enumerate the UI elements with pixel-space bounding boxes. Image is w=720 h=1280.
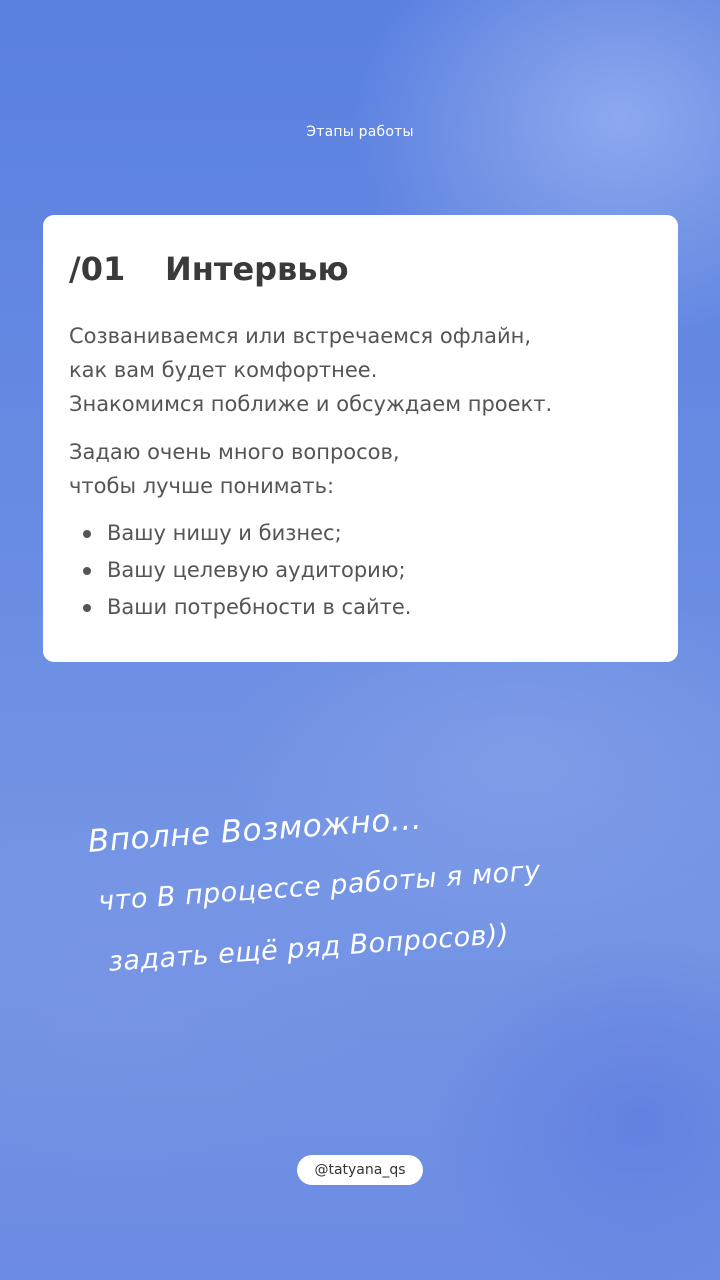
questions-paragraph	[69, 435, 652, 503]
intro-line: Знакомимся поближе и обсуждаем проект.	[69, 392, 553, 416]
stage-title: Интервью	[165, 250, 349, 288]
bullet-item	[69, 552, 652, 589]
bullet-text: Ваши потребности в сайте.	[107, 595, 412, 619]
bullet-dot-icon	[83, 567, 91, 575]
stage-number: /01	[69, 250, 126, 288]
bullet-dot-icon	[83, 530, 91, 538]
bullet-list	[69, 515, 652, 626]
handwritten-note	[86, 773, 657, 994]
section-label: Этапы работы	[306, 124, 414, 140]
note-line: что В процессе работы я могу	[97, 855, 542, 918]
intro-paragraph	[69, 319, 652, 421]
intro-line: как вам будет комфортнее.	[69, 358, 378, 382]
bullet-text: Вашу нишу и бизнес;	[107, 521, 342, 545]
questions-line: чтобы лучше понимать:	[69, 474, 335, 498]
bullet-item	[69, 515, 652, 552]
bullet-dot-icon	[83, 604, 91, 612]
note-line: Вполне Возможно...	[86, 800, 423, 860]
bullet-item	[69, 589, 652, 626]
questions-line: Задаю очень много вопросов,	[69, 440, 400, 464]
bullet-text: Вашу целевую аудиторию;	[107, 558, 406, 582]
author-handle-badge[interactable]: @tatyana_qs	[297, 1155, 423, 1185]
note-line: задать ещё ряд Вопросов))	[107, 918, 511, 978]
intro-line: Созваниваемся или встречаемся офлайн,	[69, 324, 531, 348]
stage-card	[43, 215, 678, 662]
card-header	[69, 249, 652, 289]
